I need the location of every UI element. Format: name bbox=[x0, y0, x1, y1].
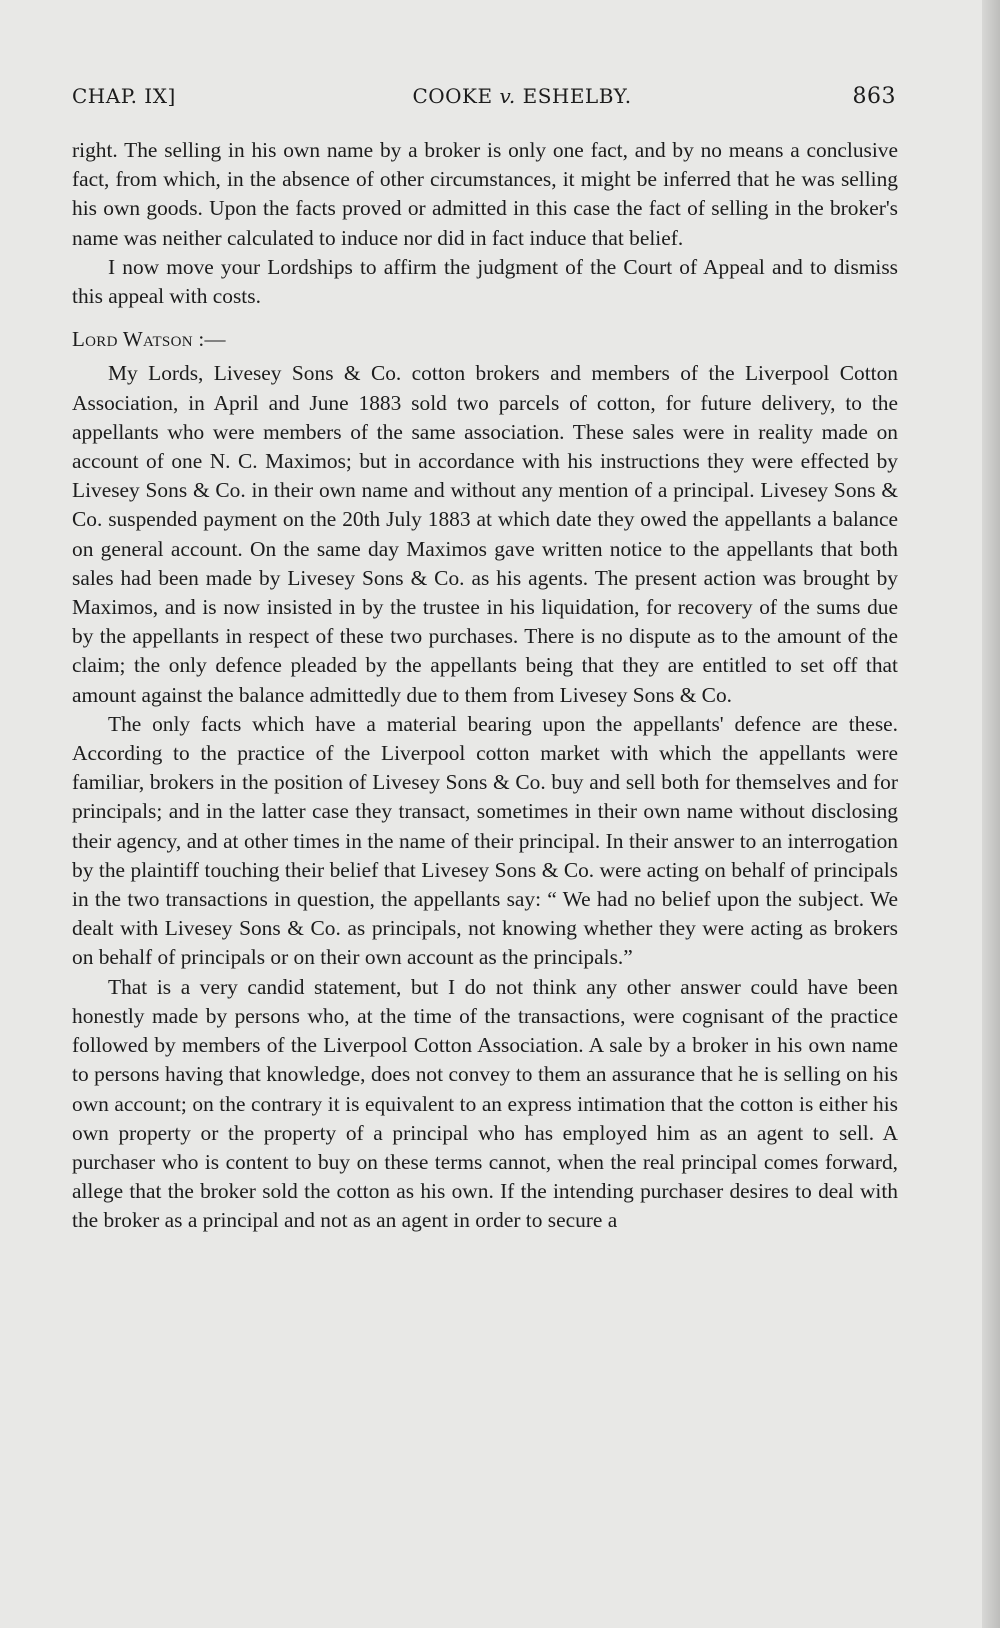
chapter-label: CHAP. IX] bbox=[72, 84, 176, 108]
page-edge-shadow bbox=[982, 0, 1000, 1628]
running-head bbox=[72, 84, 896, 116]
paragraph-analysis: That is a very candid statement, but I do not think any other answer could have been honestly made by persons who, at the time of the transactions, were cognisant of the practice followed by members of the Liverpool Cotton Association. A sale by a broker in his own name to persons having that knowledge, does not convey to them an assurance that he is selling on his own account; on the contrary it is equivalent to an express intimation that the cotton is either his own property or the property of a principal who has employed him as an agent to sell. A purchaser who is content to buy on these terms cannot, when the real principal comes forward, allege that the broker sold the cotton as his own. If the intending purchaser desires to deal with the broker as a principal and not as an agent in order to secure a bbox=[72, 974, 898, 1233]
case-title bbox=[372, 84, 672, 108]
paragraph-motion: I now move your Lordships to affirm the judgment of the Court of Appeal and to dismiss this appeal with costs. bbox=[72, 254, 898, 309]
case-party-left: COOKE bbox=[412, 84, 493, 108]
case-versus: v. bbox=[499, 84, 516, 108]
paragraph-facts: My Lords, Livesey Sons & Co. cotton brokers and members of the Liverpool Cotton Association, in April and June 1883 sold two parcels of cotton, for future delivery, to the appellants who were members of the same association. These sales were in reality made on account of one N. C. Maximos; but in accordance with his instructions they were effected by Livesey Sons & Co. in their own name and without any mention of a principal. Livesey Sons & Co. suspended payment on the 20th July 1883 at which date they owed the appellants a balance on general account. On the same day Maximos gave written notice to the appellants that both sales had been made by Livesey Sons & Co. as his agents. The present action was brought by Maximos, and is now insisted in by the trustee in his liquidation, for recovery of the sums due by the appellants in respect of these two purchases. There is no dispute as to the amount of the claim; the only defence pleaded by the appellants being that they are entitled to set off that amount against the balance admittedly due to them from Livesey Sons & Co. bbox=[72, 361, 898, 707]
body-text bbox=[72, 136, 898, 1236]
speaker-heading: Lord Watson :— bbox=[72, 327, 226, 352]
paragraph-defence: The only facts which have a material bearing upon the appellants' defence are these. According to the practice of the Liverpool cotton market with which the appellants were familiar, brokers in the position of Livesey Sons & Co. buy and sell both for themselves and for principals; and in the latter case they transact, sometimes in their own name without disclosing their agency, and at other times in the name of their principal. In their answer to an interrogation by the plaintiff touching their belief that Livesey Sons & Co. were acting on behalf of principals in the two transactions in question, the appellants say: “ We had no belief upon the subject. We dealt with Livesey Sons & Co. as principals, not knowing whether they were acting as brokers on behalf of principals or on their own account as the principals.” bbox=[72, 711, 898, 970]
case-party-right: ESHELBY. bbox=[522, 84, 632, 108]
page-number: 863 bbox=[852, 84, 896, 109]
paragraph-continued: right. The selling in his own name by a broker is only one fact, and by no means a conclusive fact, from which, in the absence of other circumstances, it might be inferred that he was selling his own goods. Upon the facts proved or admitted in this case the fact of selling in the broker's name was neither calculated to induce nor did in fact induce that belief. bbox=[72, 138, 898, 250]
